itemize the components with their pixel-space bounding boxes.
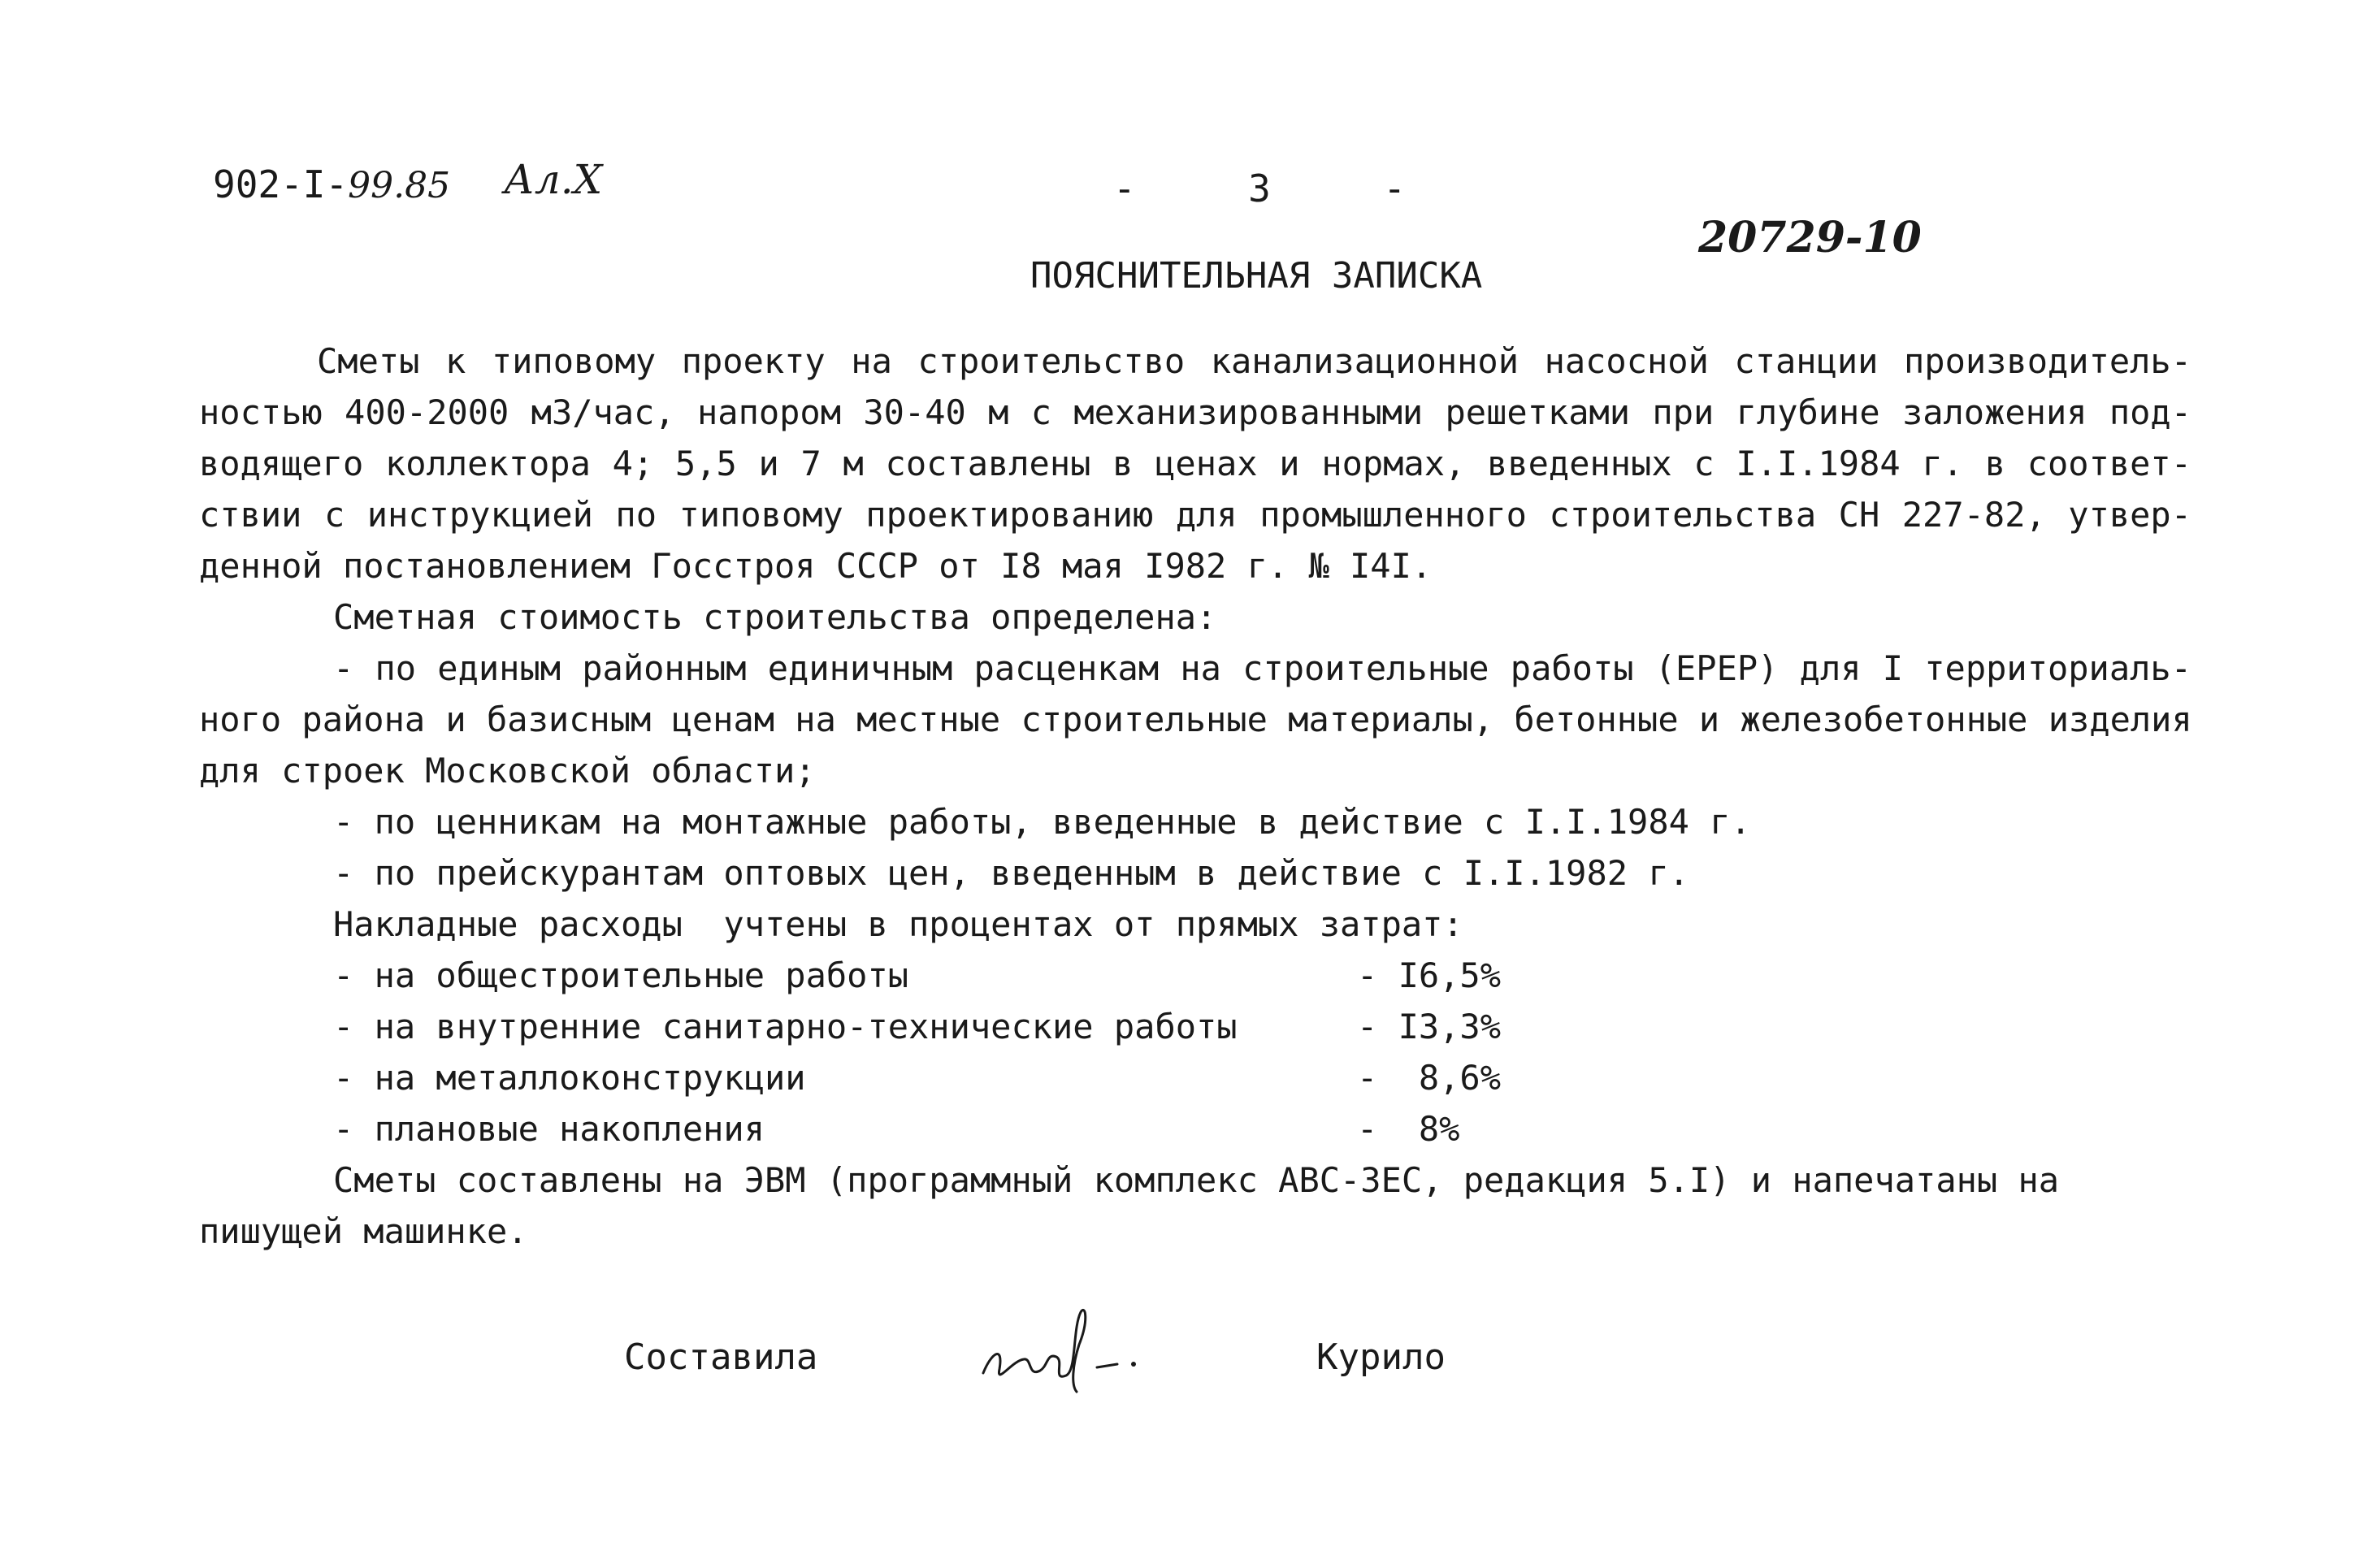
signature-scribble-icon (967, 1296, 1154, 1402)
overhead-value: - I6,5% (1357, 955, 1502, 995)
overhead-row (333, 1007, 1552, 1051)
overhead-label: - на общестроительные работы (333, 955, 909, 995)
intro-line-2: ностью 400-2000 м3/час, напором 30-40 м с механизированными решетками при глубине заложения под- (199, 392, 2191, 432)
overhead-row (333, 955, 1552, 1000)
album-mark: Ал.X (504, 156, 603, 203)
overhead-row (333, 1109, 1552, 1154)
overhead-label: - на металлоконструкции (333, 1058, 806, 1098)
overhead-label: - на внутренние санитарно-технические работы (333, 1007, 1238, 1046)
cost-basis-item1-line3: для строек Московской области; (199, 751, 816, 791)
overhead-value: - I3,3% (1357, 1007, 1502, 1046)
handwritten-signature (967, 1296, 1154, 1402)
cost-basis-item2: - по ценникам на монтажные работы, введенные в действие с I.I.1984 г. (333, 802, 1751, 842)
page-number: - 3 - (1113, 167, 1407, 210)
closing-line-2: пишущей машинке. (199, 1211, 528, 1251)
overheads-heading: Накладные расходы учтены в процентах от прямых затрат: (333, 904, 1463, 944)
overhead-row (333, 1058, 1552, 1103)
signature-label: Составила (624, 1337, 818, 1378)
cost-basis-heading: Сметная стоимость строительства определена: (333, 597, 1217, 637)
intro-line-1: Сметы к типовому проекту на строительство канализационной насосной станции производитель- (317, 341, 2191, 381)
doc-code (213, 162, 450, 206)
cost-basis-item1-line1: - по единым районным единичным расценкам на строительные работы (ЕРЕР) для I территориаль- (333, 648, 2191, 688)
overhead-value: - 8,6% (1357, 1058, 1502, 1098)
overhead-label: - плановые накопления (333, 1109, 765, 1149)
intro-line-4: ствии с инструкцией по типовому проектированию для промышленного строительства СН 227-82, утвер- (199, 495, 2191, 535)
inventory-number: 20729-10 (1698, 213, 1922, 262)
signature-name: Курило (1316, 1337, 1446, 1378)
closing-line-1: Сметы составлены на ЭВМ (программный комплекс АВС-3ЕС, редакция 5.I) и напечатаны на (333, 1160, 2060, 1200)
page-title: ПОЯСНИТЕЛЬНАЯ ЗАПИСКА (1030, 255, 1483, 297)
overhead-value: - 8% (1357, 1109, 1460, 1149)
intro-line-3: водящего коллектора 4; 5,5 и 7 м составлены в ценах и нормах, введенных с I.I.1984 г. в соответ- (199, 444, 2191, 483)
intro-line-5: денной постановлением Госстроя СССР от I8 мая I982 г. № I4I. (199, 546, 1433, 586)
doc-code-handwritten: 99.85 (348, 165, 451, 206)
doc-code-typed: 902-I- (213, 162, 349, 206)
cost-basis-item1-line2: ного района и базисным ценам на местные строительные материалы, бетонные и железобетонные изделия (199, 700, 2192, 739)
cost-basis-item3: - по прейскурантам оптовых цен, введенным в действие с I.I.1982 г. (333, 853, 1689, 893)
